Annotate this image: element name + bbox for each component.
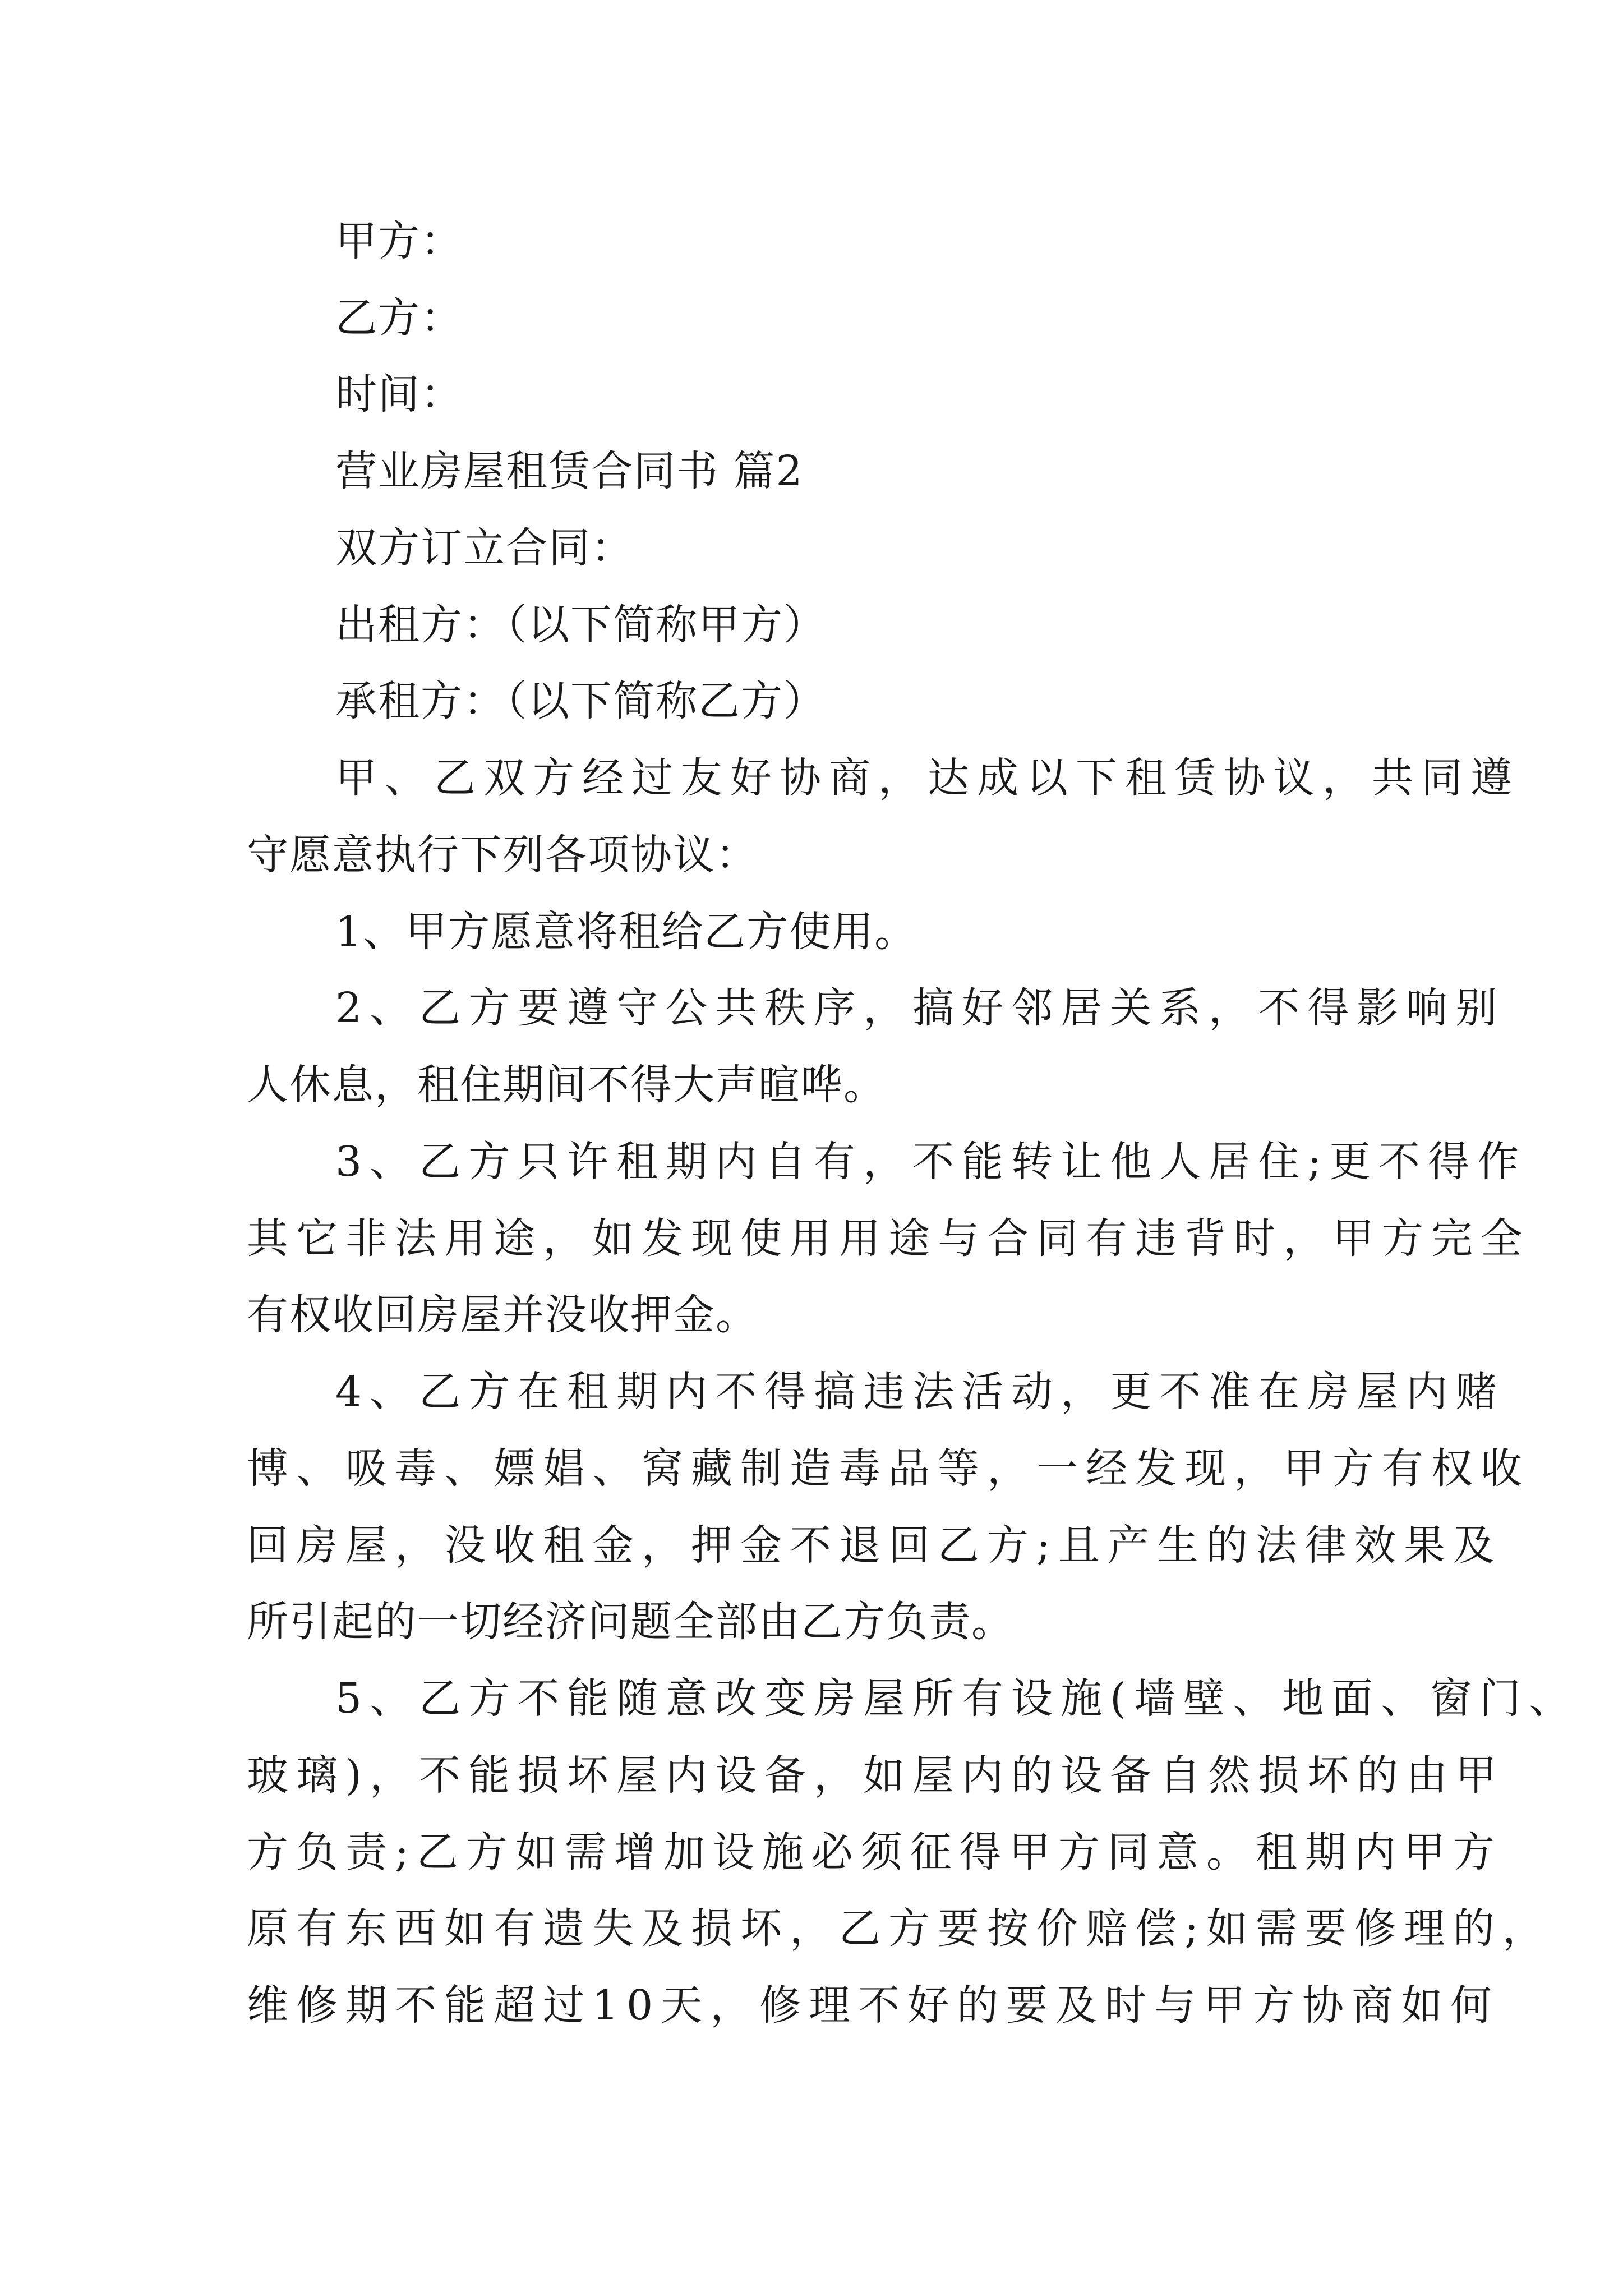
preamble-line-1: 甲、乙双方经过友好协商，达成以下租赁协议，共同遵 — [335, 754, 1520, 802]
clause-1: 1、甲方愿意将租给乙方使用。 — [335, 908, 917, 956]
clause-5-line-1: 5、乙方不能随意改变房屋所有设施(墙壁、地面、窗门、 — [335, 1674, 1578, 1723]
clause-2-line-2: 人休息，租住期间不得大声暄哗。 — [247, 1061, 886, 1109]
lessor-label: 出租方：（以下简称甲方） — [335, 601, 826, 649]
clause-3-line-2: 其它非法用途，如发现使用用途与合同有违背时，甲方完全 — [247, 1214, 1530, 1263]
party-a-label: 甲方： — [335, 217, 463, 265]
lessee-label: 承租方：（以下简称乙方） — [335, 677, 826, 725]
clause-5-line-5: 维修期不能超过10天，修理不好的要及时与甲方协商如何 — [247, 1981, 1500, 2030]
clause-3-line-1: 3、乙方只许租期内自有，不能转让他人居住;更不得作 — [335, 1138, 1527, 1186]
contract-intro: 双方订立合同： — [335, 524, 634, 572]
preamble-line-2: 守愿意执行下列各项协议： — [247, 831, 758, 879]
time-label: 时间： — [335, 370, 463, 418]
clause-3-line-3: 有权收回房屋并没收押金。 — [247, 1291, 758, 1339]
clause-2-line-1: 2、乙方要遵守公共秩序，搞好邻居关系，不得影响别 — [335, 984, 1505, 1032]
party-b-label: 乙方： — [335, 294, 463, 342]
clause-4-line-3: 回房屋，没收租金，押金不退回乙方;且产生的法律效果及 — [247, 1521, 1502, 1570]
clause-5-line-4: 原有东西如有遗失及损坏，乙方要按价赔偿;如需要修理的， — [247, 1904, 1552, 1953]
clause-4-line-2: 博、吸毒、嫖娼、窝藏制造毒品等，一经发现，甲方有权收 — [247, 1444, 1530, 1493]
clause-4-line-1: 4、乙方在租期内不得搞违法活动，更不准在房屋内赌 — [335, 1368, 1505, 1416]
clause-5-line-3: 方负责;乙方如需增加设施必须征得甲方同意。租期内甲方 — [247, 1828, 1502, 1876]
clause-5-line-2: 玻璃)，不能损坏屋内设备，如屋内的设备自然损坏的由甲 — [247, 1751, 1505, 1800]
section-title: 营业房屋租赁合同书 篇2 — [335, 447, 804, 495]
clause-4-line-4: 所引起的一切经济问题全部由乙方负责。 — [247, 1598, 1014, 1646]
